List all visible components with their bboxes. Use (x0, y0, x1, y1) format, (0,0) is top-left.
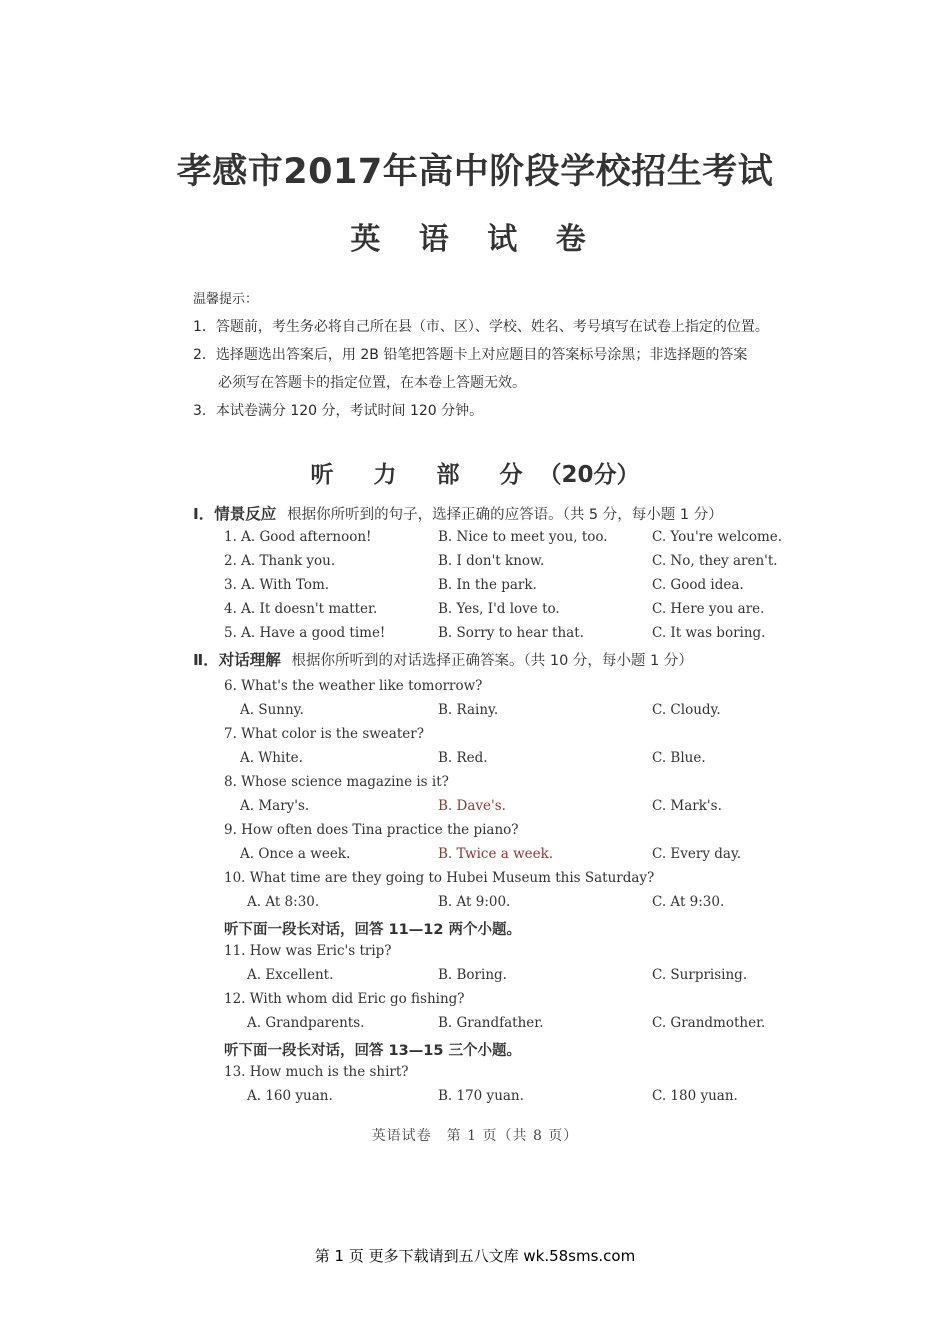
p2-q13-option-b: B. 170 yuan. (438, 1088, 524, 1104)
p2-q9-stem: 9. How often does Tina practice the piano? (224, 822, 519, 838)
p1-q1-option-c: C. You're welcome. (652, 529, 783, 545)
p1-q2-option-c: C. No, they aren't. (652, 553, 778, 569)
p2-q11-option-a: A. Excellent. (247, 967, 334, 983)
p1-q5-option-c: C. It was boring. (652, 625, 766, 641)
p2-q6-option-c: C. Cloudy. (652, 702, 721, 718)
p2-q9-option-c: C. Every day. (652, 846, 742, 862)
page-number-footer: 英语试卷 第 1 页（共 8 页） (371, 1128, 579, 1144)
p1-q3-option-a: 3. A. With Tom. (224, 577, 330, 593)
p2-q11-option-c: C. Surprising. (652, 967, 748, 983)
p2-q10-stem: 10. What time are they going to Hubei Museum this Saturday? (224, 870, 655, 886)
p2-q13-option-c: C. 180 yuan. (652, 1088, 738, 1104)
part2-desc: 根据你所听到的对话选择正确答案。（共 10 分，每小题 1 分） (291, 653, 693, 669)
p2-q10-option-b: B. At 9:00. (438, 894, 511, 910)
p2-q13-option-a: A. 160 yuan. (247, 1088, 333, 1104)
p1-q2-option-a: 2. A. Thank you. (224, 553, 336, 569)
p2-q7-option-b: B. Red. (438, 750, 488, 766)
p2-q6-stem: 6. What's the weather like tomorrow? (224, 678, 483, 694)
p1-q4-option-b: B. Yes, I'd love to. (438, 601, 560, 617)
p1-q1-option-b: B. Nice to meet you, too. (438, 529, 608, 545)
p1-q2-option-b: B. I don't know. (438, 553, 545, 569)
p2-q7-stem: 7. What color is the sweater? (224, 726, 424, 742)
tips-heading: 温馨提示： (193, 292, 259, 307)
part1-heading (193, 502, 723, 524)
p1-q4-option-c: C. Here you are. (652, 601, 765, 617)
p2-q10-option-a: A. At 8:30. (247, 894, 320, 910)
p2-q11-option-b: B. Boring. (438, 967, 507, 983)
listening-note-2: 听下面一段长对话，回答 13—15 三个小题。 (224, 1043, 521, 1059)
p2-q10-option-c: C. At 9:30. (652, 894, 725, 910)
p2-q7-option-a: A. White. (240, 750, 303, 766)
p2-q12-option-b: B. Grandfather. (438, 1015, 544, 1031)
exam-title: 孝感市2017年高中阶段学校招生考试 (176, 152, 774, 192)
p1-q1-option-a: 1. A. Good afternoon! (224, 529, 372, 545)
p2-q11-stem: 11. How was Eric's trip? (224, 943, 392, 959)
p2-q6-option-b: B. Rainy. (438, 702, 499, 718)
p2-q8-option-a: A. Mary's. (240, 798, 310, 814)
p2-q9-option-a: A. Once a week. (240, 846, 351, 862)
part1-desc: 根据你所听到的句子，选择正确的应答语。（共 5 分，每小题 1 分） (287, 507, 723, 523)
download-footer: 第 1 页 更多下载请到五八文库 wk.58sms.com (314, 1247, 636, 1265)
part2-label: Ⅱ．对话理解 (193, 651, 281, 669)
tip-item-2-cont: 必须写在答题卡的指定位置，在本卷上答题无效。 (218, 375, 526, 391)
p1-q4-option-a: 4. A. It doesn't matter. (224, 601, 378, 617)
tip-item-1: 1．答题前，考生务必将自己所在县（市、区）、学校、姓名、考号填写在试卷上指定的位置。 (193, 319, 769, 335)
section-heading (0, 456, 950, 489)
p2-q12-option-c: C. Grandmother. (652, 1015, 766, 1031)
listening-note-1: 听下面一段长对话，回答 11—12 两个小题。 (224, 922, 521, 938)
p1-q3-option-c: C. Good idea. (652, 577, 744, 593)
exam-subtitle: 英 语 试 卷 (350, 222, 600, 257)
p2-q13-stem: 13. How much is the shirt? (224, 1064, 409, 1080)
part1-label: Ⅰ．情景反应 (193, 505, 277, 523)
section-score: （20分） (538, 462, 640, 488)
p1-q5-option-b: B. Sorry to hear that. (438, 625, 584, 641)
p2-q12-stem: 12. With whom did Eric go fishing? (224, 991, 465, 1007)
p2-q9-option-b: B. Twice a week. (438, 846, 554, 862)
p1-q5-option-a: 5. A. Have a good time! (224, 625, 386, 641)
tip-item-3: 3．本试卷满分 120 分，考试时间 120 分钟。 (193, 403, 484, 419)
p2-q12-option-a: A. Grandparents. (247, 1015, 365, 1031)
part2-heading (193, 648, 693, 670)
p2-q8-option-c: C. Mark's. (652, 798, 722, 814)
p1-q3-option-b: B. In the park. (438, 577, 537, 593)
p2-q8-option-b: B. Dave's. (438, 798, 506, 814)
p2-q8-stem: 8. Whose science magazine is it? (224, 774, 449, 790)
p2-q7-option-c: C. Blue. (652, 750, 706, 766)
section-name: 听 力 部 分 (310, 462, 539, 488)
p2-q6-option-a: A. Sunny. (240, 702, 304, 718)
tip-item-2: 2．选择题选出答案后，用 2B 铅笔把答题卡上对应题目的答案标号涂黑；非选择题的答案 (193, 347, 748, 363)
